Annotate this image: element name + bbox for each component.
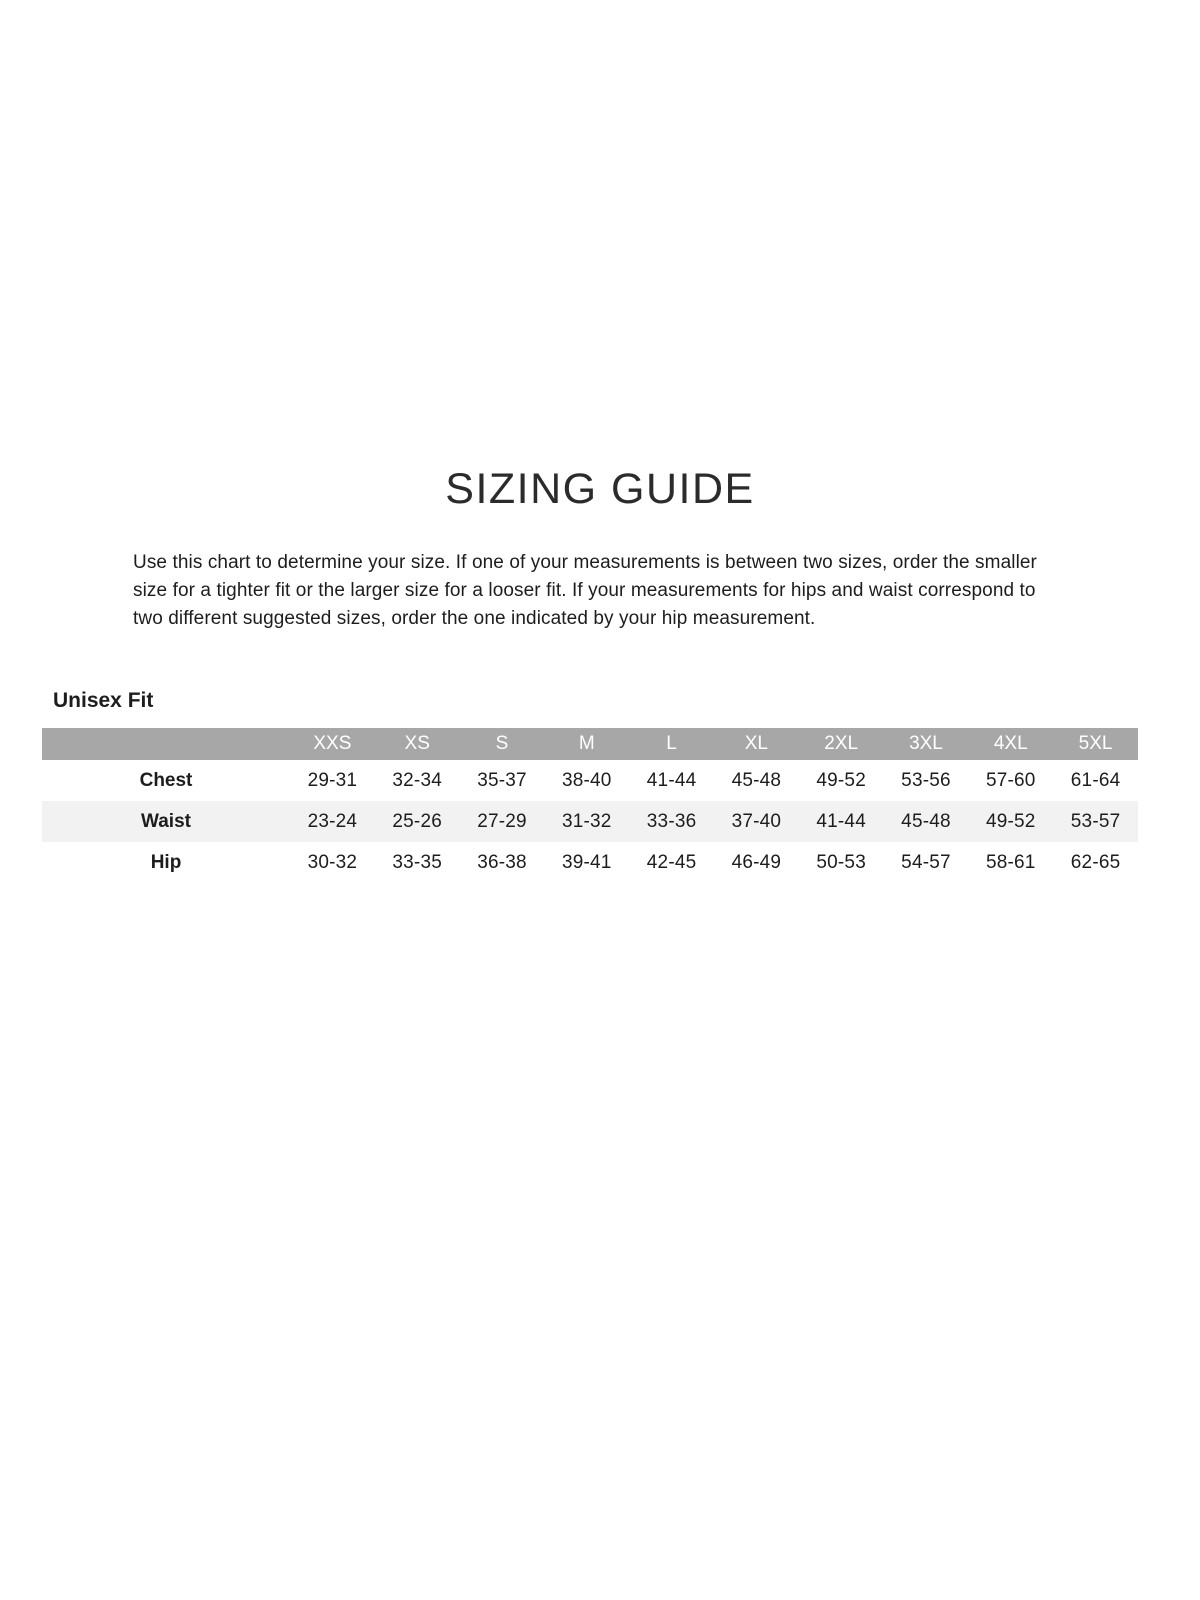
page-title: SIZING GUIDE — [445, 465, 755, 513]
chest-5xl: 61-64 — [1070, 769, 1121, 791]
table-row-waist — [42, 801, 1138, 842]
chest-l: 41-44 — [646, 769, 697, 791]
table-header-xl: XL — [744, 733, 768, 755]
size-chart-table — [42, 728, 1138, 883]
chest-3xl: 53-56 — [901, 769, 951, 791]
chest-xxs: 29-31 — [307, 769, 358, 791]
chest-4xl: 57-60 — [985, 769, 1036, 791]
table-header-2xl: 2XL — [824, 733, 859, 755]
hip-xl: 46-49 — [731, 851, 782, 873]
chest-xl: 45-48 — [731, 769, 782, 791]
chest-xs: 32-34 — [392, 769, 442, 791]
waist-2xl: 41-44 — [816, 810, 866, 832]
hip-2xl: 50-53 — [816, 851, 866, 873]
table-header-xxs: XXS — [313, 733, 352, 755]
table-header-4xl: 4XL — [993, 733, 1028, 755]
row-label-chest: Chest — [139, 769, 193, 791]
table-header-empty — [42, 728, 290, 760]
table-header-row — [42, 728, 1138, 760]
waist-xxs: 23-24 — [307, 810, 358, 832]
waist-4xl: 49-52 — [985, 810, 1036, 832]
table-header-xs: XS — [404, 733, 430, 755]
waist-l: 33-36 — [646, 810, 697, 832]
hip-s: 36-38 — [477, 851, 527, 873]
table-header-3xl: 3XL — [909, 733, 943, 755]
table-header-5xl: 5XL — [1078, 733, 1113, 755]
row-label-waist: Waist — [141, 810, 191, 832]
section-label-unisex-fit: Unisex Fit — [53, 689, 154, 713]
hip-4xl: 58-61 — [985, 851, 1036, 873]
hip-m: 39-41 — [561, 851, 612, 873]
waist-xs: 25-26 — [392, 810, 442, 832]
hip-l: 42-45 — [646, 851, 697, 873]
waist-s: 27-29 — [477, 810, 527, 832]
table-row-hip — [42, 842, 1138, 883]
chest-2xl: 49-52 — [816, 769, 866, 791]
waist-m: 31-32 — [561, 810, 612, 832]
chest-m: 38-40 — [561, 769, 612, 791]
hip-xxs: 30-32 — [307, 851, 358, 873]
table-header-l: L — [666, 733, 677, 755]
row-label-hip: Hip — [150, 851, 182, 873]
hip-3xl: 54-57 — [901, 851, 951, 873]
hip-xs: 33-35 — [392, 851, 442, 873]
intro-paragraph: Use this chart to determine your size. If one of your measurements is between two sizes, order the smaller size for a tighter fit or the larger size for a looser fit. If your measurements for hips and waist correspond to two different suggested sizes, order the one indicated by your hip measurement. — [133, 552, 1037, 630]
table-row-chest — [42, 760, 1138, 801]
table-header-m: M — [578, 733, 595, 755]
waist-3xl: 45-48 — [901, 810, 951, 832]
waist-5xl: 53-57 — [1070, 810, 1121, 832]
chest-s: 35-37 — [477, 769, 527, 791]
hip-5xl: 62-65 — [1070, 851, 1121, 873]
table-header-s: S — [495, 733, 509, 755]
waist-xl: 37-40 — [731, 810, 782, 832]
